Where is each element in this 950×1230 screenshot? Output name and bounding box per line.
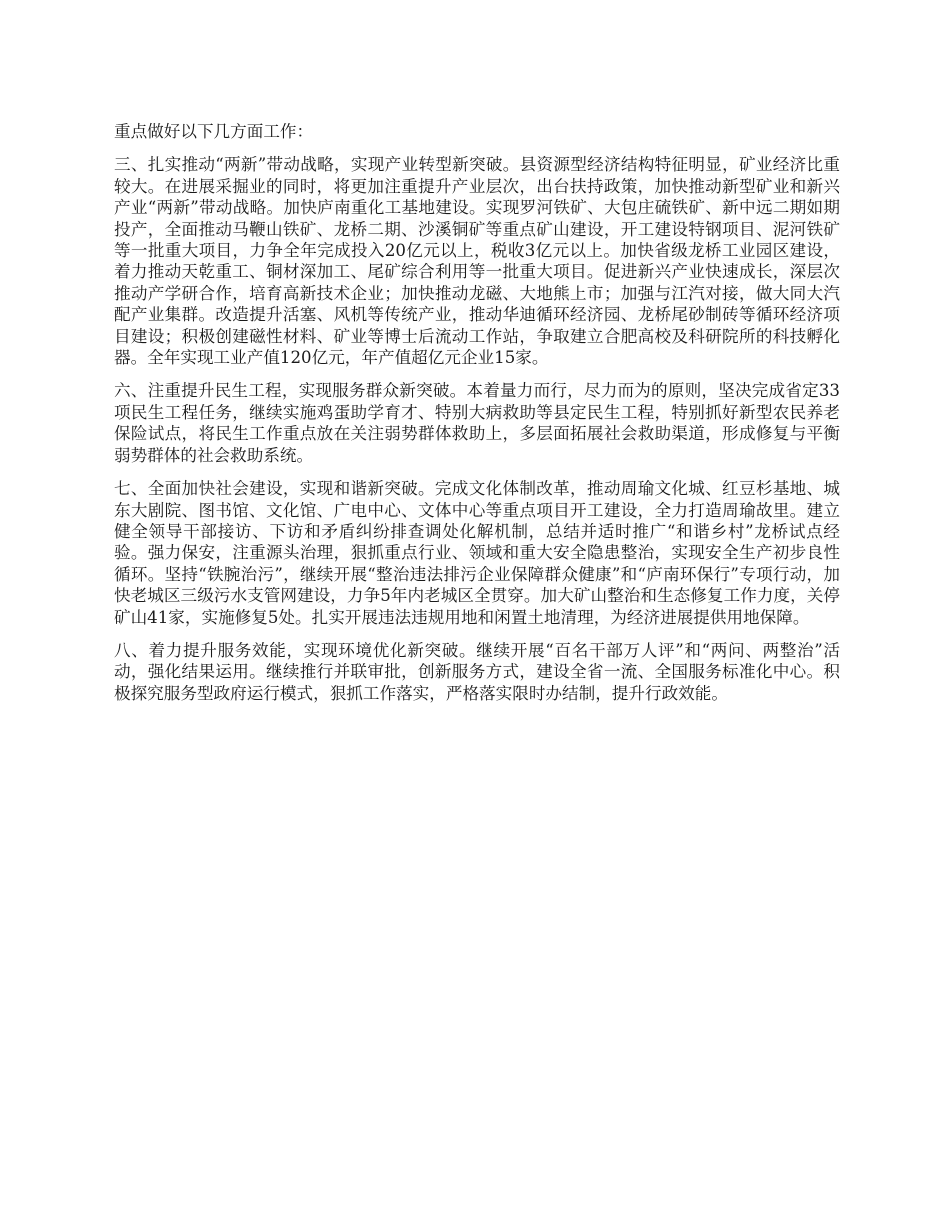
document-body [114, 121, 840, 716]
paragraph-section-6: 六、注重提升民生工程，实现服务群众新突破。本着量力而行，尽力而为的原则，坚决完成省定33项民生工程任务，继续实施鸡蛋助学育才、特别大病救助等县定民生工程，特别抓好新型农民养老保险试点，将民生工作重点放在关注弱势群体救助上，多层面拓展社会救助渠道，形成修复与平衡弱势群体的社会救助系统。 [114, 381, 840, 465]
paragraph-section-3: 三、扎实推动“两新”带动战略，实现产业转型新突破。县资源型经济结构特征明显，矿业经济比重较大。在进展采掘业的同时，将更加注重提升产业层次，出台扶持政策，加快推动新型矿业和新兴产业“两新”带动战略。加快庐南重化工基地建设。实现罗河铁矿、大包庄硫铁矿、新中远二期如期投产，全面推动马鞭山铁矿、龙桥二期、沙溪铜矿等重点矿山建设，开工建设特钢项目、泥河铁矿等一批重大项目，力争全年完成投入20亿元以上，税收3亿元以上。加快省级龙桥工业园区建设，着力推动天乾重工、铜材深加工、尾矿综合利用等一批重大项目。促进新兴产业快速成长，深层次推动产学研合作，培育高新技术企业；加快推动龙磁、大地熊上市；加强与江汽对接，做大同大汽配产业集群。改造提升活塞、风机等传统产业，推动华迪循环经济园、龙桥尾砂制砖等循环经济项目建设；积极创建磁性材料、矿业等博士后流动工作站，争取建立合肥高校及科研院所的科技孵化器。全年实现工业产值120亿元，年产值超亿元企业15家。 [114, 155, 840, 368]
paragraph-section-8: 八、着力提升服务效能，实现环境优化新突破。继续开展“百名干部万人评”和“两问、两整治”活动，强化结果运用。继续推行并联审批，创新服务方式，建设全省一流、全国服务标准化中心。积极探究服务型政府运行模式，狠抓工作落实，严格落实限时办结制，提升行政效能。 [114, 640, 840, 703]
paragraph-section-7: 七、全面加快社会建设，实现和谐新突破。完成文化体制改革，推动周瑜文化城、红豆杉基地、城东大剧院、图书馆、文化馆、广电中心、文体中心等重点项目开工建设，全力打造周瑜故里。建立健全领导干部接访、下访和矛盾纠纷排查调处化解机制，总结并适时推广“和谐乡村”龙桥试点经验。强力保安，注重源头治理，狠抓重点行业、领域和重大安全隐患整治，实现安全生产初步良性循环。坚持“铁腕治污”，继续开展“整治违法排污企业保障群众健康”和“庐南环保行”专项行动，加快老城区三级污水支管网建设，力争5年内老城区全贯穿。加大矿山整治和生态修复工作力度，关停矿山41家，实施修复5处。扎实开展违法违规用地和闲置土地清理，为经济进展提供用地保障。 [114, 479, 840, 627]
intro-line: 重点做好以下几方面工作： [114, 122, 314, 141]
